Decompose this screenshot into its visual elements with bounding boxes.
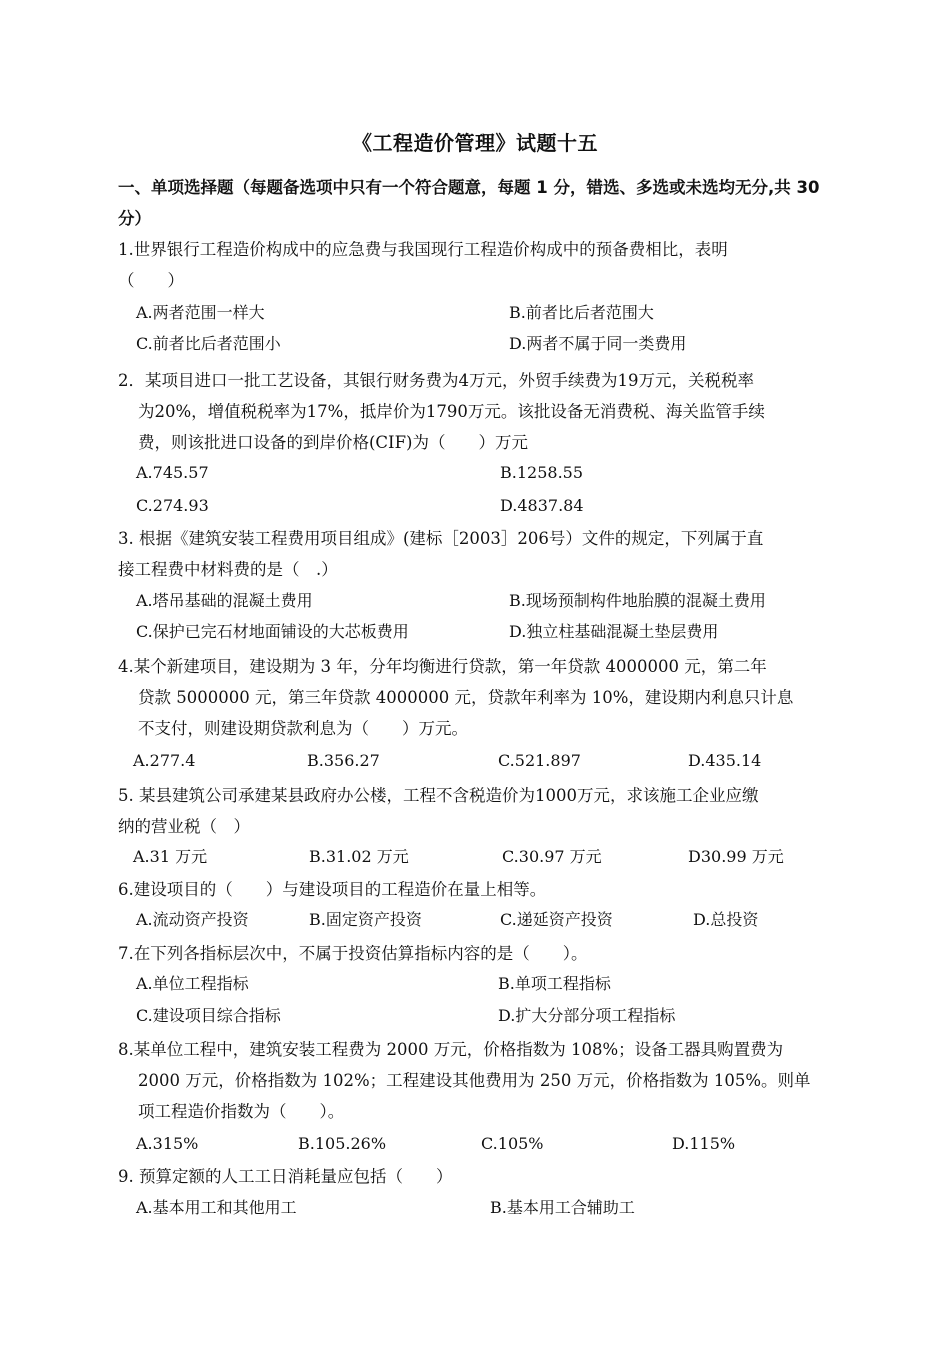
question-9-option-b: B.基本用工合辅助工 <box>490 1198 635 1217</box>
question-3-option-d: D.独立柱基础混凝土垫层费用 <box>509 622 719 641</box>
question-5-stem <box>118 780 850 842</box>
question-6-option-a: A.流动资产投资 <box>136 910 249 929</box>
question-4-line-1: 4.某个新建项目，建设期为 3 年，分年均衡进行贷款，第一年贷款 4000000 元，第二年 <box>118 657 767 676</box>
question-3-line-2: 接工程费中材料费的是（ .） <box>118 560 338 579</box>
question-3-option-a: A.塔吊基础的混凝土费用 <box>136 591 313 610</box>
question-2-line-1: 2．某项目进口一批工艺设备，其银行财务费为4万元，外贸手续费为19万元，关税税率 <box>118 371 754 390</box>
question-2-option-b: B.1258.55 <box>500 463 584 482</box>
question-4-option-d: D.435.14 <box>688 751 762 770</box>
question-2-option-c: C.274.93 <box>136 496 209 515</box>
question-8-option-c: C.105% <box>481 1134 544 1153</box>
question-6-option-d: D.总投资 <box>693 910 759 929</box>
question-7-option-c: C.建设项目综合指标 <box>136 1006 281 1025</box>
question-3-line-1: 3. 根据《建筑安装工程费用项目组成》(建标［2003］206号）文件的规定，下列属于直 <box>118 529 764 548</box>
question-3-option-b: B.现场预制构件地胎膜的混凝土费用 <box>509 591 766 610</box>
question-9-line-1: 9. 预算定额的人工工日消耗量应包括（ ） <box>118 1167 453 1186</box>
question-2-option-d: D.4837.84 <box>500 496 584 515</box>
question-9-option-a: A.基本用工和其他用工 <box>136 1198 297 1217</box>
question-5-option-d: D30.99 万元 <box>688 847 784 866</box>
question-1-option-a: A.两者范围一样大 <box>136 303 265 322</box>
question-7-option-a: A.单位工程指标 <box>136 974 249 993</box>
question-5-line-2: 纳的营业税（ ） <box>118 817 250 836</box>
question-5-option-b: B.31.02 万元 <box>309 847 409 866</box>
question-8-line-3: 项工程造价指数为（ ）。 <box>138 1102 345 1121</box>
question-2-option-a: A.745.57 <box>136 463 209 482</box>
question-6-option-b: B.固定资产投资 <box>309 910 422 929</box>
question-2-line-3: 费，则该批进口设备的到岸价格(CIF)为（ ）万元 <box>138 433 528 452</box>
question-2-line-2: 为20%，增值税税率为17%，抵岸价为1790万元。该批设备无消费税、海关监管手续 <box>138 402 765 421</box>
question-5-option-a: A.31 万元 <box>133 847 208 866</box>
question-9-stem <box>118 1161 850 1192</box>
question-7-option-b: B.单项工程指标 <box>498 974 611 993</box>
question-8-option-b: B.105.26% <box>298 1134 387 1153</box>
question-1-option-d: D.两者不属于同一类费用 <box>509 334 687 353</box>
page-title: 《工程造价管理》试题十五 <box>352 131 598 155</box>
question-7-line-1: 7.在下列各指标层次中，不属于投资估算指标内容的是（ ）。 <box>118 944 588 963</box>
question-5-option-c: C.30.97 万元 <box>502 847 602 866</box>
question-4-line-2: 贷款 5000000 元，第三年贷款 4000000 元，贷款年利率为 10%，建设期内利息只计息 <box>138 688 794 707</box>
question-8-option-a: A.315% <box>136 1134 199 1153</box>
question-4-line-3: 不支付，则建设期贷款利息为（ ）万元。 <box>138 719 468 738</box>
question-4-option-c: C.521.897 <box>498 751 581 770</box>
question-3-stem <box>118 523 850 585</box>
question-1-stem <box>118 234 850 296</box>
question-7-stem <box>118 938 850 969</box>
question-1-line-2: （ ） <box>118 271 184 290</box>
section-heading: 一、单项选择题（每题备选项中只有一个符合题意，每题 1 分，错选、多选或未选均无分,共 30 分） <box>118 178 820 228</box>
question-6-stem <box>118 874 850 905</box>
question-3-option-c: C.保护已完石材地面铺设的大芯板费用 <box>136 622 409 641</box>
question-1-line-1: 1.世界银行工程造价构成中的应急费与我国现行工程造价构成中的预备费相比，表明 <box>118 240 728 259</box>
question-8-stem <box>118 1034 850 1127</box>
question-4-stem <box>118 651 850 744</box>
question-6-option-c: C.递延资产投资 <box>500 910 613 929</box>
question-1-option-b: B.前者比后者范围大 <box>509 303 654 322</box>
question-4-option-b: B.356.27 <box>307 751 380 770</box>
question-1-option-c: C.前者比后者范围小 <box>136 334 281 353</box>
question-7-option-d: D.扩大分部分项工程指标 <box>498 1006 676 1025</box>
question-2-stem <box>118 365 850 458</box>
question-8-option-d: D.115% <box>672 1134 736 1153</box>
question-8-line-2: 2000 万元，价格指数为 102%；工程建设其他费用为 250 万元，价格指数为 105%。则单 <box>138 1071 811 1090</box>
question-4-option-a: A.277.4 <box>133 751 196 770</box>
question-8-line-1: 8.某单位工程中，建筑安装工程费为 2000 万元，价格指数为 108%；设备工器具购置费为 <box>118 1040 784 1059</box>
question-6-line-1: 6.建设项目的（ ）与建设项目的工程造价在量上相等。 <box>118 880 547 899</box>
question-5-line-1: 5. 某县建筑公司承建某县政府办公楼，工程不含税造价为1000万元，求该施工企业应缴 <box>118 786 759 805</box>
